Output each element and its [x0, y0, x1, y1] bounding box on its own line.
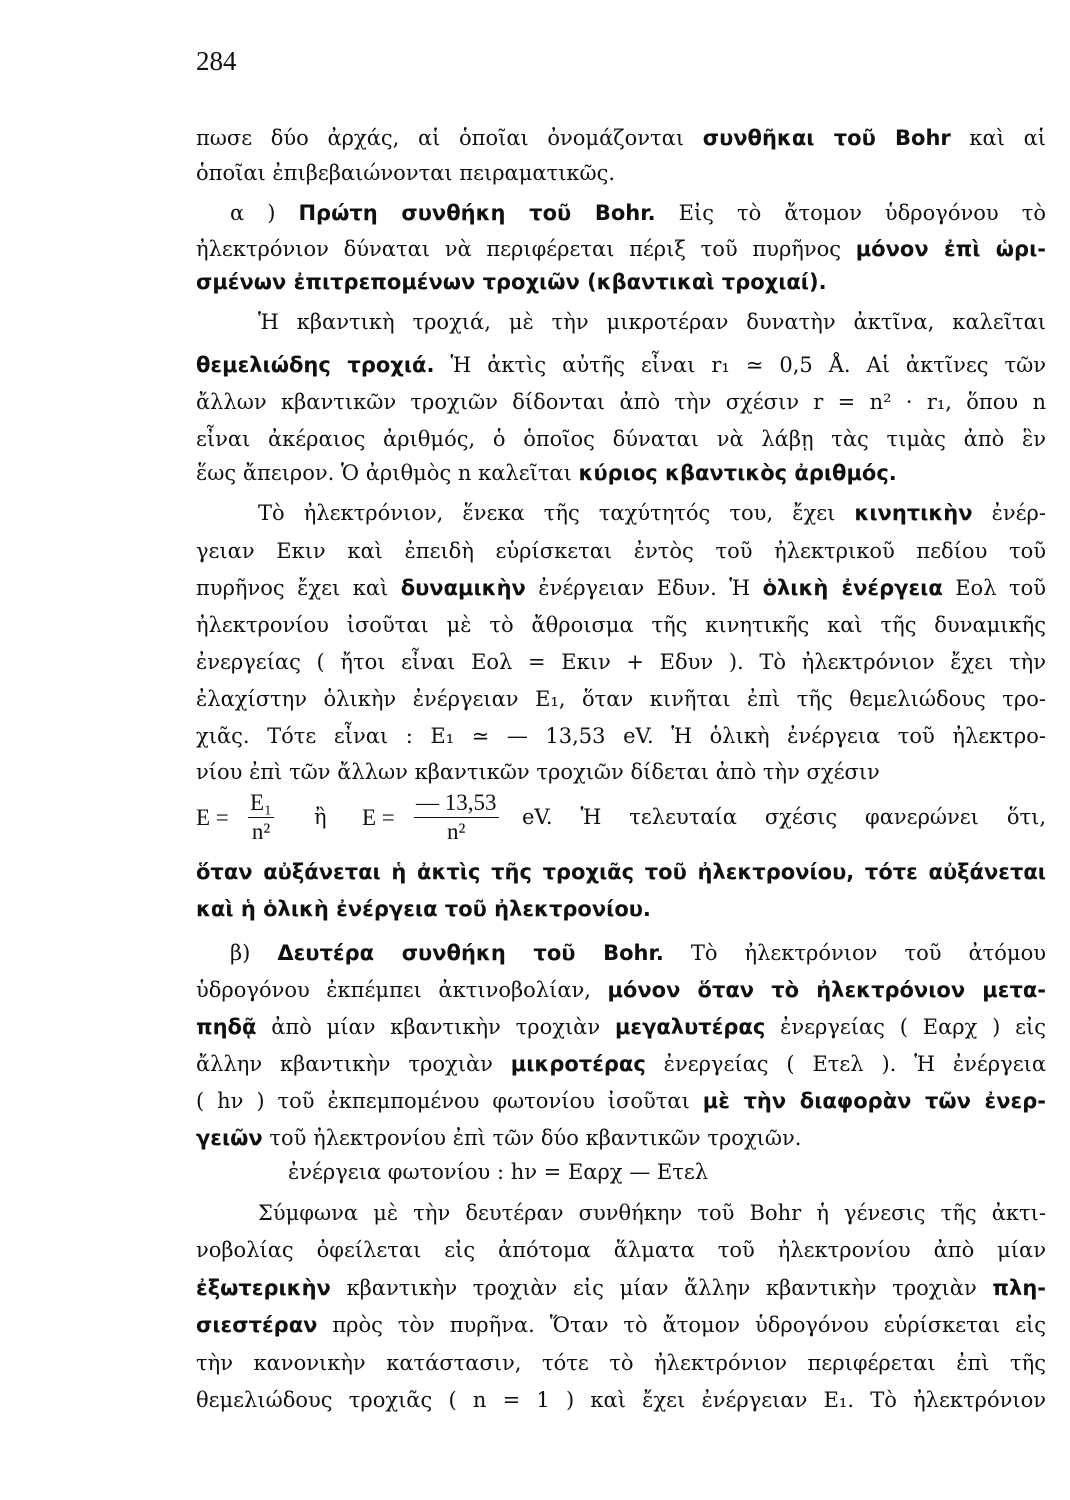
- formula-tail: eV. Ἡ τελευταία σχέσις φανερώνει ὅτι,: [522, 805, 1046, 829]
- text-line: χιᾶς. Τότε εἶναι : E₁ ≃ — 13,53 eV. Ἡ ὁλικὴ ἐνέργεια τοῦ ἠλεκτρο-: [196, 724, 1046, 748]
- formula-lhs: E =: [196, 805, 229, 830]
- text-line: ἠλεκτρόνιον δύναται νὰ περιφέρεται πέριξ τοῦ πυρῆνος μόνον ἐπὶ ὡρι-: [196, 237, 1046, 261]
- text-line: θεμελιώδης τροχιά. Ἡ ἀκτὶς αὐτῆς εἶναι r₁ ≃ 0,5 Å. Αἱ ἀκτῖνες τῶν: [196, 353, 1046, 377]
- text-line: ἄλλην κβαντικὴν τροχιὰν μικροτέρας ἐνεργείας ( Eτελ ). Ἡ ἐνέργεια: [196, 1052, 1046, 1076]
- text-line: νοβολίας ὀφείλεται εἰς ἀπότομα ἅλματα τοῦ ἠλεκτρονίου ἀπὸ μίαν: [196, 1238, 1046, 1262]
- text-line: Σύμφωνα μὲ τὴν δευτέραν συνθήκην τοῦ Bohr ἡ γένεσις τῆς ἀκτι-: [258, 1201, 1046, 1225]
- text-line: σμένων ἐπιτρεπομένων τροχιῶν (κβαντικαὶ τροχιαί).: [196, 270, 827, 294]
- fraction-denominator: n²: [447, 819, 466, 844]
- text-line: καὶ ἡ ὁλικὴ ἐνέργεια τοῦ ἠλεκτρονίου.: [196, 897, 651, 921]
- fraction-e1-over-n2: [248, 790, 274, 845]
- text-line: Ἡ κβαντικὴ τροχιά, μὲ τὴν μικροτέραν δυνατὴν ἀκτῖνα, καλεῖται: [258, 310, 1046, 334]
- page-number: 284: [196, 46, 237, 76]
- text-line: ὑδρογόνου ἐκπέμπει ἀκτινοβολίαν, μόνον ὅταν τὸ ἠλεκτρόνιον μετα-: [196, 978, 1046, 1002]
- text-line: ὅταν αὐξάνεται ἡ ἀκτὶς τῆς τροχιᾶς τοῦ ἠλεκτρονίου, τότε αὐξάνεται: [196, 860, 1046, 884]
- text-line: γειῶν τοῦ ἠλεκτρονίου ἐπὶ τῶν δύο κβαντικῶν τροχιῶν.: [196, 1126, 802, 1150]
- formula-or: ἢ: [314, 805, 327, 829]
- text-line: θεμελιώδους τροχιᾶς ( n = 1 ) καὶ ἔχει ἐνέργειαν E₁. Τὸ ἠλεκτρόνιον: [196, 1388, 1046, 1412]
- text-line: ἄλλων κβαντικῶν τροχιῶν δίδονται ἀπὸ τὴν σχέσιν r = n² · r₁, ὅπου n: [196, 390, 1046, 414]
- text-line: ( hν ) τοῦ ἐκπεμπομένου φωτονίου ἰσοῦται μὲ τὴν διαφορὰν τῶν ἐνερ-: [196, 1089, 1046, 1113]
- text-line: ἕως ἄπειρον. Ὁ ἀριθμὸς n καλεῖται κύριος κβαντικὸς ἀριθμός.: [196, 461, 897, 485]
- fraction-numerator: E₁: [248, 790, 274, 818]
- fraction-denominator: n²: [251, 819, 271, 844]
- photon-energy-equation: ἐνέργεια φωτονίου : hν = Eαρχ — Eτελ: [288, 1160, 709, 1184]
- text-line: πηδᾷ ἀπὸ μίαν κβαντικὴν τροχιὰν μεγαλυτέρας ἐνεργείας ( Eαρχ ) εἰς: [196, 1015, 1046, 1039]
- fraction-energy-value: [414, 790, 499, 845]
- text-line: ἐνεργείας ( ἤτοι εἶναι Eολ = Eκιν + Eδυν ). Τὸ ἠλεκτρόνιον ἔχει τὴν: [196, 650, 1046, 674]
- formula-lhs-2: E =: [362, 805, 395, 830]
- text-line: πωσε δύο ἀρχάς, αἱ ὁποῖαι ὀνομάζονται συνθῆκαι τοῦ Bohr καὶ αἱ: [196, 126, 1046, 150]
- text-line: πυρῆνος ἔχει καὶ δυναμικὴν ἐνέργειαν Eδυν. Ἡ ὁλικὴ ἐνέργεια Eολ τοῦ: [196, 576, 1046, 600]
- text-line: τὴν κανονικὴν κατάστασιν, τότε τὸ ἠλεκτρόνιον περιφέρεται ἐπὶ τῆς: [196, 1351, 1046, 1375]
- text-line: ἐξωτερικὴν κβαντικὴν τροχιὰν εἰς μίαν ἄλλην κβαντικὴν τροχιὰν πλη-: [196, 1276, 1046, 1300]
- text-line: β) Δευτέρα συνθήκη τοῦ Bohr. Τὸ ἠλεκτρόνιον τοῦ ἀτόμου: [230, 941, 1046, 965]
- fraction-numerator: — 13,53: [414, 790, 499, 818]
- text-line: α ) Πρώτη συνθήκη τοῦ Bohr. Εἰς τὸ ἄτομον ὑδρογόνου τὸ: [230, 201, 1046, 225]
- text-line: νίου ἐπὶ τῶν ἄλλων κβαντικῶν τροχιῶν δίδεται ἀπὸ τὴν σχέσιν: [196, 760, 880, 784]
- text-line: γειαν Eκιν καὶ ἐπειδὴ εὑρίσκεται ἐντὸς τοῦ ἠλεκτρικοῦ πεδίου τοῦ: [196, 539, 1046, 563]
- text-line: ὁποῖαι ἐπιβεβαιώνονται πειραματικῶς.: [196, 161, 616, 185]
- text-line: ἐλαχίστην ὁλικὴν ἐνέργειαν E₁, ὅταν κινῆται ἐπὶ τῆς θεμελιώδους τρο-: [196, 687, 1046, 711]
- text-line: Τὸ ἠλεκτρόνιον, ἕνεκα τῆς ταχύτητός του, ἔχει κινητικὴν ἐνέρ-: [258, 501, 1046, 525]
- text-line: σιεστέραν πρὸς τὸν πυρῆνα. Ὅταν τὸ ἄτομον ὑδρογόνου εὑρίσκεται εἰς: [196, 1313, 1046, 1337]
- text-line: ἠλεκτρονίου ἰσοῦται μὲ τὸ ἄθροισμα τῆς κινητικῆς καὶ τῆς δυναμικῆς: [196, 613, 1046, 637]
- energy-formula: [196, 788, 1046, 846]
- text-line: εἶναι ἀκέραιος ἀριθμός, ὁ ὁποῖος δύναται νὰ λάβῃ τὰς τιμὰς ἀπὸ ἓν: [196, 427, 1046, 451]
